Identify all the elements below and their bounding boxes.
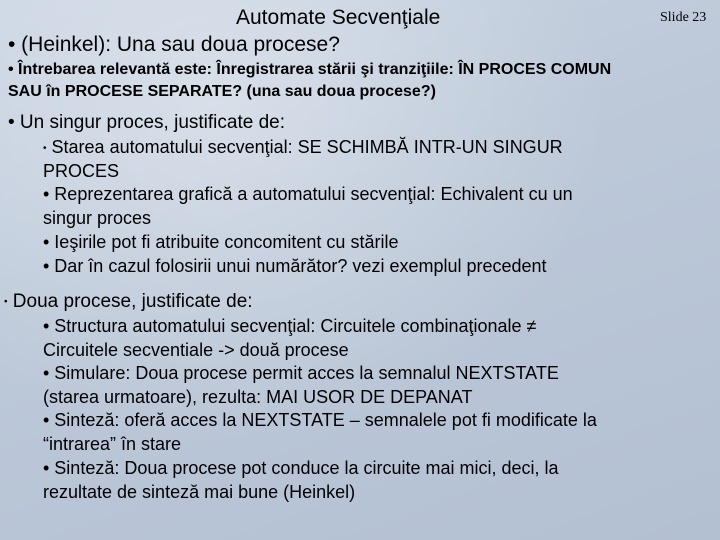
- section2-heading: Doua procese, justificate de:: [12, 291, 253, 312]
- section1-heading: • Un singur proces, justificate de:: [8, 112, 286, 133]
- section1-line: • Dar în cazul folosirii unui numărător? vezi exemplul precedent: [43, 256, 547, 276]
- section2-line: “intrarea” în stare: [43, 434, 182, 454]
- section2-line: • Structura automatului secvenţial: Circuitele combinaţionale ≠: [43, 316, 537, 336]
- section1-line: • Reprezentarea grafică a automatului secvenţial: Echivalent cu un: [43, 184, 573, 204]
- section1-line: PROCES: [43, 161, 120, 181]
- question-line-2: SAU în PROCESE SEPARATE? (una sau doua procese?): [8, 83, 436, 100]
- bullet-marker: •: [43, 142, 47, 154]
- section1-line: [43, 137, 563, 158]
- section1-line: singur proces: [43, 208, 152, 228]
- bullet-marker: •: [4, 296, 8, 308]
- section2-line: • Sinteză: oferă acces la NEXTSTATE – semnalele pot fi modificate la: [43, 410, 597, 430]
- section2-line: (starea urmatoare), rezulta: MAI USOR DE DEPANAT: [43, 387, 473, 407]
- section1-line-text: Starea automatului secvenţial: SE SCHIMBĂ INTR-UN SINGUR: [51, 137, 563, 157]
- slide-subtitle: • (Heinkel): Una sau doua procese?: [8, 33, 340, 56]
- slide-number: Slide 23: [660, 10, 707, 25]
- slide-title: Automate Secvenţiale: [236, 6, 441, 29]
- section2-line: Circuitele secventiale -> două procese: [43, 340, 349, 360]
- question-line-1: • Întrebarea relevantă este: Înregistrarea stării şi tranziţiile: ÎN PROCES COMUN: [8, 61, 612, 78]
- section2-line: rezultate de sinteză mai bune (Heinkel): [43, 482, 356, 502]
- section2-line: • Simulare: Doua procese permit acces la semnalul NEXTSTATE: [43, 363, 559, 383]
- section1-line: • Ieşirile pot fi atribuite concomitent cu stările: [43, 232, 399, 252]
- section2-heading-row: [4, 291, 253, 313]
- section2-line: • Sinteză: Doua procese pot conduce la circuite mai mici, deci, la: [43, 458, 559, 478]
